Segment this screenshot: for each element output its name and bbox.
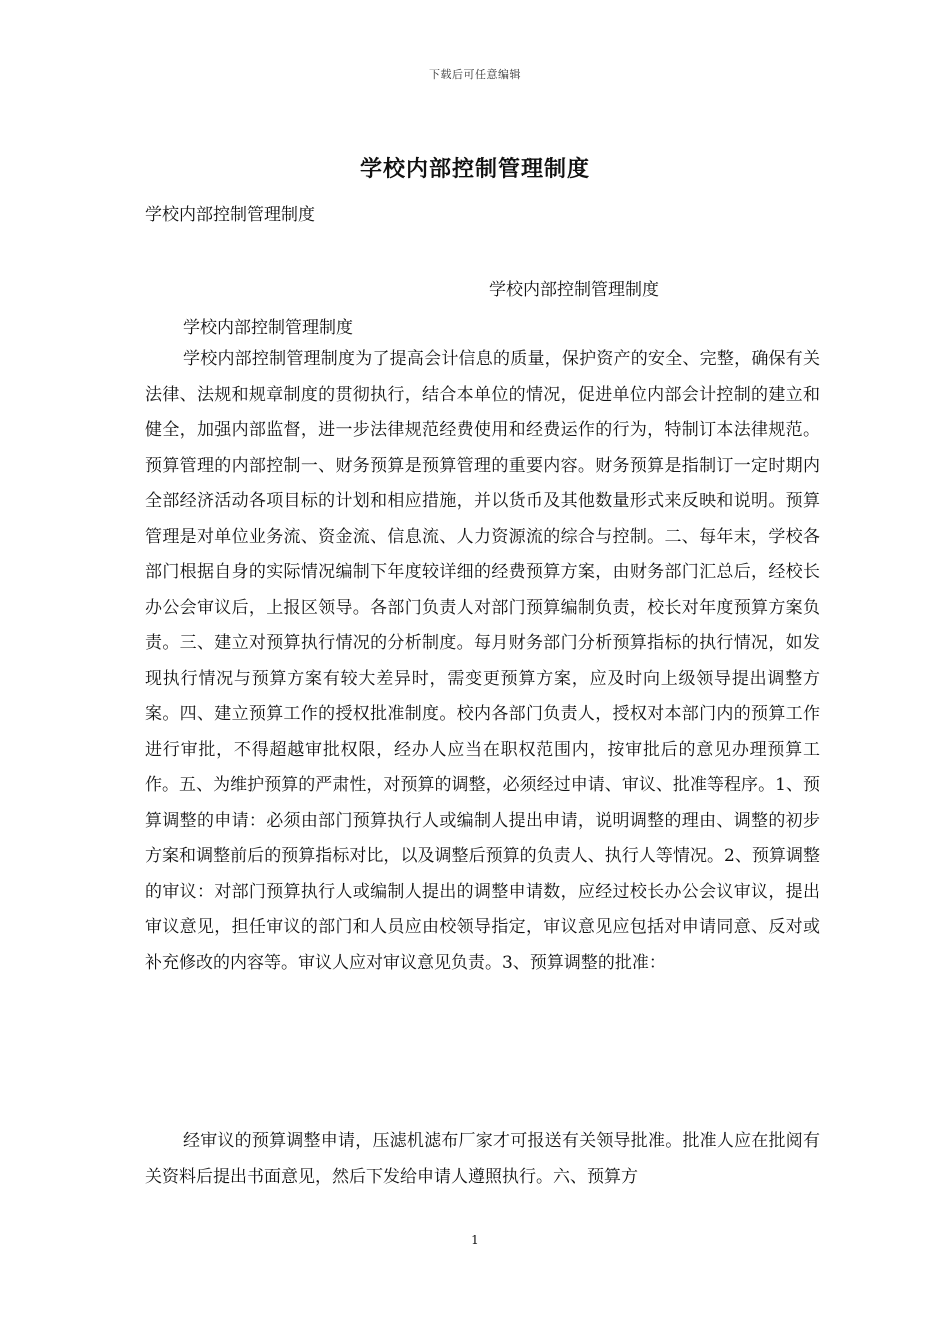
body-paragraph-1: 学校内部控制管理制度为了提高会计信息的质量，保护资产的安全、完整，确保有关法律、法规和规章制度的贯彻执行，结合本单位的情况，促进单位内部会计控制的建立和健全，加强内部监督，进一步法律规范经费使用和经费运作的行为，特制订本法律规范。预算管理的内部控制一、财务预算是预算管理的重要内容。财务预算是指制订一定时期内全部经济活动各项目标的计划和相应措施，并以货币及其他数量形式来反映和说明。预算管理是对单位业务流、资金流、信息流、人力资源流的综合与控制。二、每年末，学校各部门根据自身的实际情况编制下年度较详细的经费预算方案，由财务部门汇总后，经校长办公会审议后，上报区领导。各部门负责人对部门预算编制负责，校长对年度预算方案负责。三、建立对预算执行情况的分析制度。每月财务部门分析预算指标的执行情况，如发现执行情况与预算方案有较大差异时，需变更预算方案，应及时向上级领导提出调整方案。四、建立预算工作的授权批准制度。校内各部门负责人，授权对本部门内的预算工作进行审批，不得超越审批权限，经办人应当在职权范围内，按审批后的意见办理预算工作。五、为维护预算的严肃性，对预算的调整，必须经过申请、审议、批准等程序。1、预算调整的申请：必须由部门预算执行人或编制人提出申请，说明调整的理由、调整的初步方案和调整前后的预算指标对比，以及调整后预算的负责人、执行人等情况。2、预算调整的审议：对部门预算执行人或编制人提出的调整申请数，应经过校长办公会议审议，提出审议意见，担任审议的部门和人员应由校领导指定，审议意见应包括对申请同意、反对或补充修改的内容等。审议人应对审议意见负责。3、预算调整的批准： (145, 349, 820, 973)
header-note: 下载后可任意编辑 (429, 68, 521, 81)
subtitle-left: 学校内部控制管理制度 (145, 205, 315, 225)
subtitle-right: 学校内部控制管理制度 (489, 280, 659, 300)
page-number: 1 (471, 1233, 479, 1247)
document-title: 学校内部控制管理制度 (359, 156, 590, 182)
subtitle-indented: 学校内部控制管理制度 (183, 318, 353, 338)
body-paragraph-2: 经审议的预算调整申请，压滤机滤布厂家才可报送有关领导批准。批准人应在批阅有关资料后提出书面意见，然后下发给申请人遵照执行。六、预算方 (145, 1131, 820, 1187)
